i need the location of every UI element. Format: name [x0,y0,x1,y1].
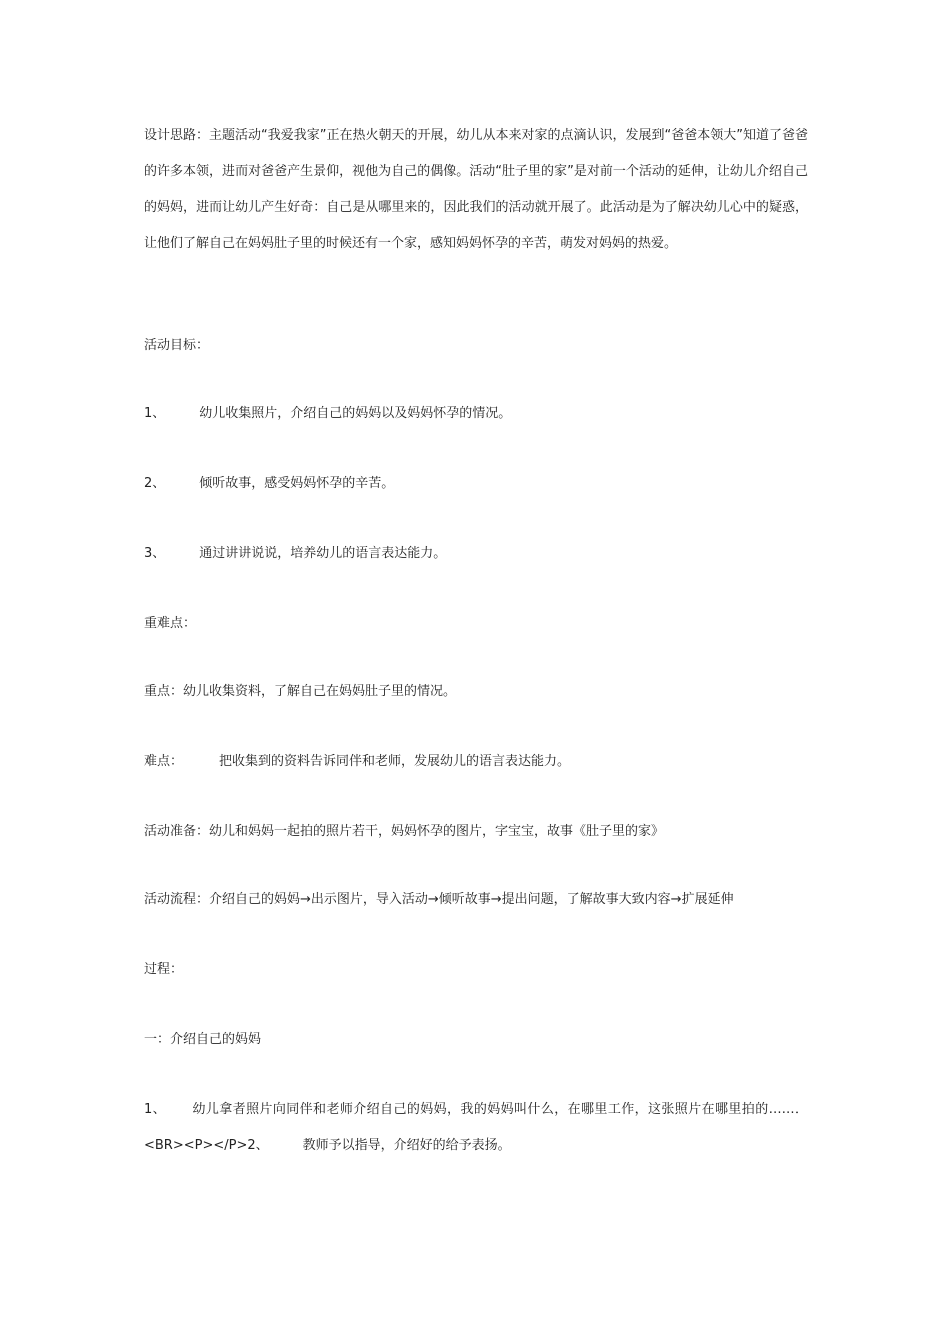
goal-number: 2、 [144,476,166,491]
process-heading: 过程： [144,962,184,977]
goals-heading: 活动目标： [144,338,210,353]
goal-item-3 [144,536,808,572]
step-two-text: 教师予以指导，介绍好的给予表扬。 [302,1138,511,1153]
key-points-heading: 重难点： [144,616,197,631]
goal-number: 1、 [144,406,166,421]
goal-item-1 [144,396,808,432]
difficulty [144,744,808,780]
goal-item-2 [144,466,808,502]
difficulty-text: 把收集到的资料告诉同伴和老师，发展幼儿的语言表达能力。 [219,754,571,769]
section-one-heading: 一：介绍自己的妈妈 [144,1032,262,1047]
goal-text: 幼儿收集照片，介绍自己的妈妈以及妈妈怀孕的情况。 [199,406,512,421]
key-point: 重点：幼儿收集资料，了解自己在妈妈肚子里的情况。 [144,684,457,699]
design-idea-paragraph: 设计思路：主题活动“我爱我家”正在热火朝天的开展，幼儿从本来对家的点滴认识，发展到“爸爸本领大”知道了爸爸的许多本领，进而对爸爸产生景仰，视他为自己的偶像。活动“肚子里的家”是对前一个活动的延伸，让幼儿介绍自己的妈妈，进而让幼儿产生好奇：自己是从哪里来的，因此我们的活动就开展了。此活动是为了解决幼儿心中的疑惑，让他们了解自己在妈妈肚子里的时候还有一个家，感知妈妈怀孕的辛苦，萌发对妈妈的热爱。 [144,128,808,251]
preparation: 活动准备：幼儿和妈妈一起拍的照片若干，妈妈怀孕的图片，字宝宝，故事《肚子里的家》 [144,824,665,839]
difficulty-label: 难点： [144,754,184,769]
step-number: 1、 [144,1102,167,1117]
goal-text: 倾听故事，感受妈妈怀孕的辛苦。 [199,476,395,491]
activity-flow: 活动流程：介绍自己的妈妈→出示图片，导入活动→倾听故事→提出问题，了解故事大致内容→扩展延伸 [144,892,734,907]
goal-text: 通过讲讲说说，培养幼儿的语言表达能力。 [199,546,447,561]
goal-number: 3、 [144,546,166,561]
step-one-text: 幼儿拿者照片向同伴和老师介绍自己的妈妈，我的妈妈叫什么，在哪里工作，这张照片在哪里拍的……．<BR><P></P>2、 [144,1102,808,1153]
step-paragraph [144,1092,808,1164]
